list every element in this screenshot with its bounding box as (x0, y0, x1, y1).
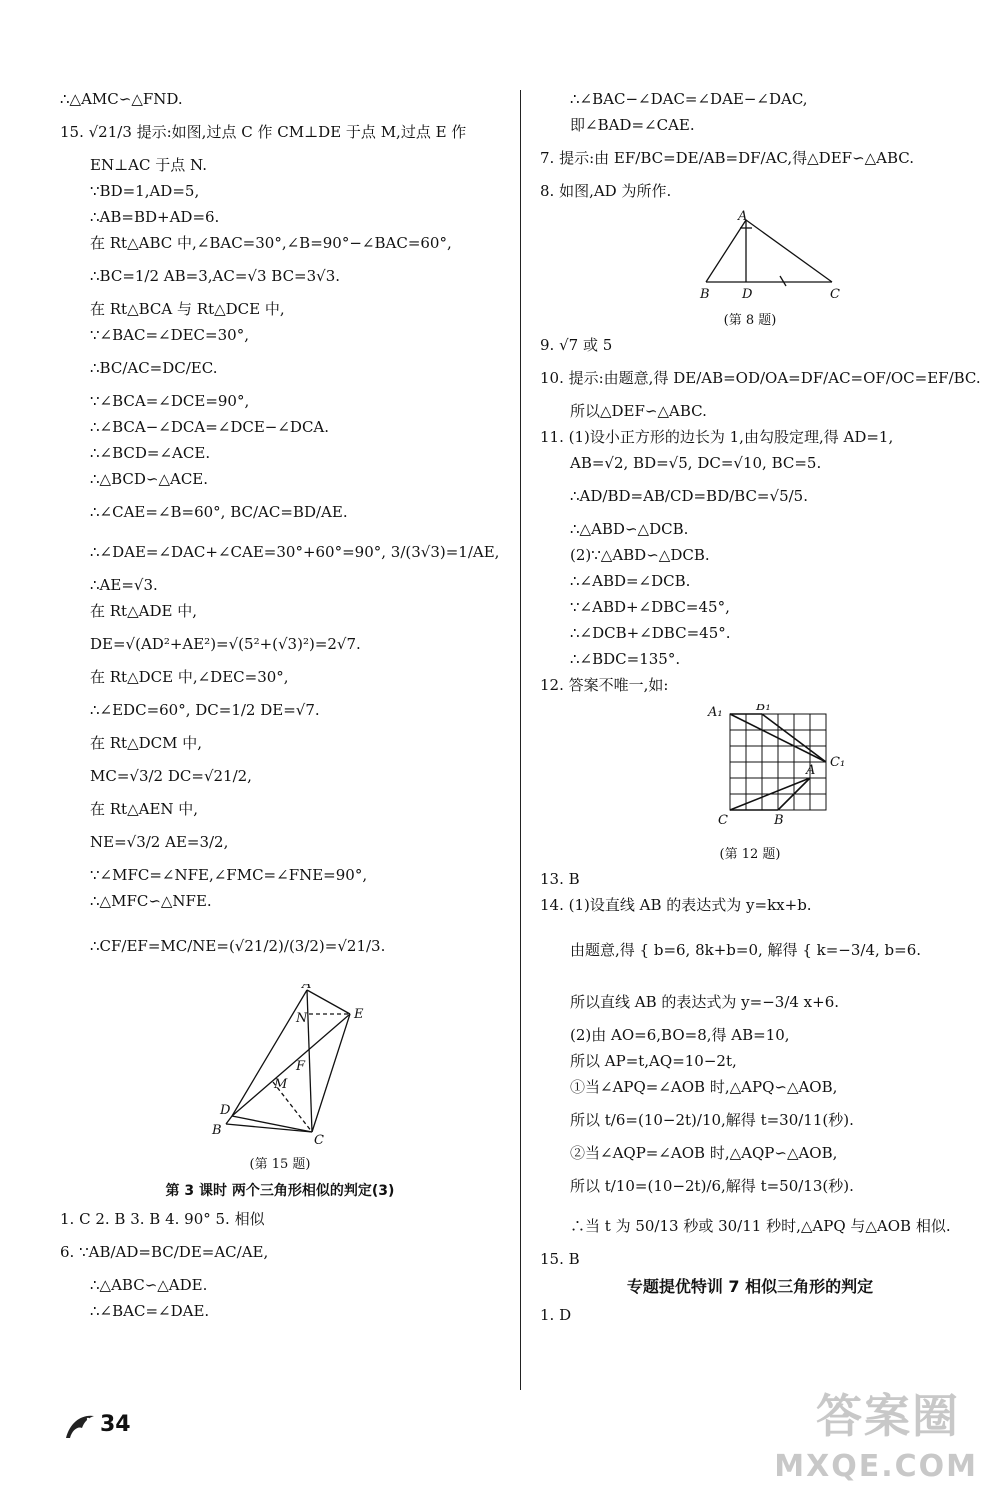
label-c: C (830, 287, 840, 300)
label-f: F (296, 1059, 306, 1074)
right-column (540, 86, 981, 1328)
label-e: E (354, 1007, 364, 1022)
dolphin-icon (62, 1408, 98, 1444)
label-a: A (302, 984, 312, 992)
text-line: 6. ∵AB/AD=BC/DE=AC/AE, (60, 1243, 269, 1261)
text-line: 15. √21/3 提示:如图,过点 C 作 CM⊥DE 于点 M,过点 E 作 (60, 123, 467, 141)
text-line: MC=√3/2 DC=√21/2, (90, 767, 252, 785)
text-line: 由题意,得 { b=6, 8k+b=0, 解得 { k=−3/4, b=6. (570, 941, 922, 959)
text-line: ∴BC=1/2 AB=3,AC=√3 BC=3√3. (90, 267, 341, 285)
text-line: ∵BD=1,AD=5, (90, 182, 200, 200)
section-heading: 第 3 课时 两个三角形相似的判定(3) (165, 1183, 395, 1199)
label-m: M (274, 1077, 288, 1092)
label-b: B (774, 813, 784, 828)
text-line: ∴∠BCA−∠DCA=∠DCE−∠DCA. (90, 418, 330, 436)
text-line: ∴BC/AC=DC/EC. (90, 359, 218, 377)
label-a: A (806, 763, 816, 778)
label-a: A (738, 210, 748, 224)
text-line: DE=√(AD²+AE²)=√(5²+(√3)²)=2√7. (90, 635, 361, 653)
edge-dc (232, 1116, 312, 1132)
label-d: D (742, 287, 753, 300)
text-line: ∴△AMC∽△FND. (60, 90, 183, 108)
text-line: 在 Rt△DCM 中, (90, 734, 203, 752)
figure-15-caption: (第 15 题) (249, 1157, 311, 1172)
text-line: ∴∠BAC=∠DAE. (90, 1302, 210, 1320)
edge-ac (746, 220, 832, 282)
edge-ec (312, 1014, 350, 1132)
figure-12 (540, 704, 960, 834)
edge-ad (232, 990, 307, 1116)
text-line: ②当∠AQP=∠AOB 时,△AQP∽△AOB, (570, 1144, 838, 1162)
label-c: C (718, 813, 728, 828)
figure-8 (540, 210, 960, 300)
grid (730, 714, 826, 810)
text-line: 在 Rt△AEN 中, (90, 800, 199, 818)
text-line: 在 Rt△ADE 中, (90, 602, 197, 620)
text-line: 所以 AP=t,AQ=10−2t, (570, 1052, 737, 1070)
text-line: ∴△ABC∽△ADE. (90, 1276, 208, 1294)
text-line: ∵∠BAC=∠DEC=30°, (90, 326, 249, 344)
label-a1: A₁ (708, 705, 723, 720)
text-line: ∴∠BDC=135°. (570, 650, 681, 668)
text-line: ∴∠BCD=∠ACE. (90, 444, 211, 462)
text-line: 在 Rt△DCE 中,∠DEC=30°, (90, 668, 289, 686)
text-line: 所以 t/10=(10−2t)/6,解得 t=50/13(秒). (570, 1177, 854, 1195)
text-line: ∴AB=BD+AD=6. (90, 208, 220, 226)
text-line: ∴∠BAC−∠DAC=∠DAE−∠DAC, (570, 90, 808, 108)
text-line: ∴AE=√3. (90, 576, 158, 594)
column-divider (520, 90, 521, 1390)
label-b: B (212, 1123, 222, 1138)
text-line: 14. (1)设直线 AB 的表达式为 y=kx+b. (540, 896, 812, 914)
text-line: 15. B (540, 1250, 580, 1268)
text-line: ∴△BCD∽△ACE. (90, 470, 209, 488)
label-c: C (314, 1133, 324, 1144)
text-line: 所以△DEF∽△ABC. (570, 402, 707, 420)
text-line: 7. 提示:由 EF/BC=DE/AB=DF/AC,得△DEF∽△ABC. (540, 149, 915, 167)
figure-12-caption: (第 12 题) (719, 847, 781, 862)
text-line: 9. √7 或 5 (540, 336, 613, 354)
text-line: ∴∠EDC=60°, DC=1/2 DE=√7. (90, 701, 320, 719)
text-line: ∴△MFC∽△NFE. (90, 892, 212, 910)
text-line: ∴∠DCB+∠DBC=45°. (570, 624, 731, 642)
tick (780, 276, 786, 286)
text-line: 在 Rt△ABC 中,∠BAC=30°,∠B=90°−∠BAC=60°, (90, 234, 452, 252)
watermark-url: MXQE.COM (774, 1449, 978, 1484)
figure-15 (60, 984, 500, 1144)
text-line: (2)由 AO=6,BO=8,得 AB=10, (570, 1026, 790, 1044)
label-n: N (296, 1011, 308, 1026)
text-line: 11. (1)设小正方形的边长为 1,由勾股定理,得 AD=1, (540, 428, 894, 446)
text-line: 1. D (540, 1306, 572, 1324)
text-line: ∴∠ABD=∠DCB. (570, 572, 691, 590)
text-line: ∴当 t 为 50/13 秒或 30/11 秒时,△APQ 与△AOB 相似. (570, 1217, 951, 1235)
label-d: D (220, 1103, 231, 1118)
text-line: ∴CF/EF=MC/NE=(√21/2)/(3/2)=√21/3. (90, 937, 386, 955)
text-line: ∵∠BCA=∠DCE=90°, (90, 392, 250, 410)
edge-ae (307, 990, 350, 1014)
text-line: (2)∵△ABD∽△DCB. (570, 546, 710, 564)
page-number: 34 (100, 1412, 131, 1437)
text-line: 在 Rt△BCA 与 Rt△DCE 中, (90, 300, 285, 318)
text-line: 所以直线 AB 的表达式为 y=−3/4 x+6. (570, 993, 840, 1011)
text-line: EN⊥AC 于点 N. (90, 156, 207, 174)
edge-ac (307, 990, 312, 1132)
label-b: B (700, 287, 710, 300)
watermark: 答案圈 (816, 1389, 960, 1443)
text-line: ①当∠APQ=∠AOB 时,△APQ∽△AOB, (570, 1078, 838, 1096)
text-line: 所以 t/6=(10−2t)/10,解得 t=30/11(秒). (570, 1111, 854, 1129)
label-b1: B₁ (756, 704, 771, 714)
edge-ab (706, 220, 746, 282)
text-line: 1. C 2. B 3. B 4. 90° 5. 相似 (60, 1210, 265, 1228)
text-line: 即∠BAD=∠CAE. (570, 116, 695, 134)
text-line: NE=√3/2 AE=3/2, (90, 833, 229, 851)
text-line: ∵∠ABD+∠DBC=45°, (570, 598, 730, 616)
text-line: 10. 提示:由题意,得 DE/AB=OD/OA=DF/AC=OF/OC=EF/BC. (540, 369, 981, 387)
text-line: 8. 如图,AD 为所作. (540, 182, 672, 200)
special-heading: 专题提优特训 7 相似三角形的判定 (626, 1277, 874, 1296)
figure-8-caption: (第 8 题) (723, 313, 777, 328)
text-line: ∴AD/BD=AB/CD=BD/BC=√5/5. (570, 487, 808, 505)
text-line: ∴△ABD∽△DCB. (570, 520, 689, 538)
text-line: ∵∠MFC=∠NFE,∠FMC=∠FNE=90°, (90, 866, 368, 884)
text-line: AB=√2, BD=√5, DC=√10, BC=5. (570, 454, 822, 472)
text-line: 13. B (540, 870, 580, 888)
text-line: ∴∠CAE=∠B=60°, BC/AC=BD/AE. (90, 503, 348, 521)
edge-de (232, 1014, 350, 1116)
text-line: 12. 答案不唯一,如: (540, 676, 669, 694)
text-line: ∴∠DAE=∠DAC+∠CAE=30°+60°=90°, 3/(3√3)=1/AE, (90, 543, 500, 561)
label-c1: C₁ (830, 755, 846, 770)
edge-bc (226, 1124, 312, 1132)
left-column (60, 86, 500, 1324)
